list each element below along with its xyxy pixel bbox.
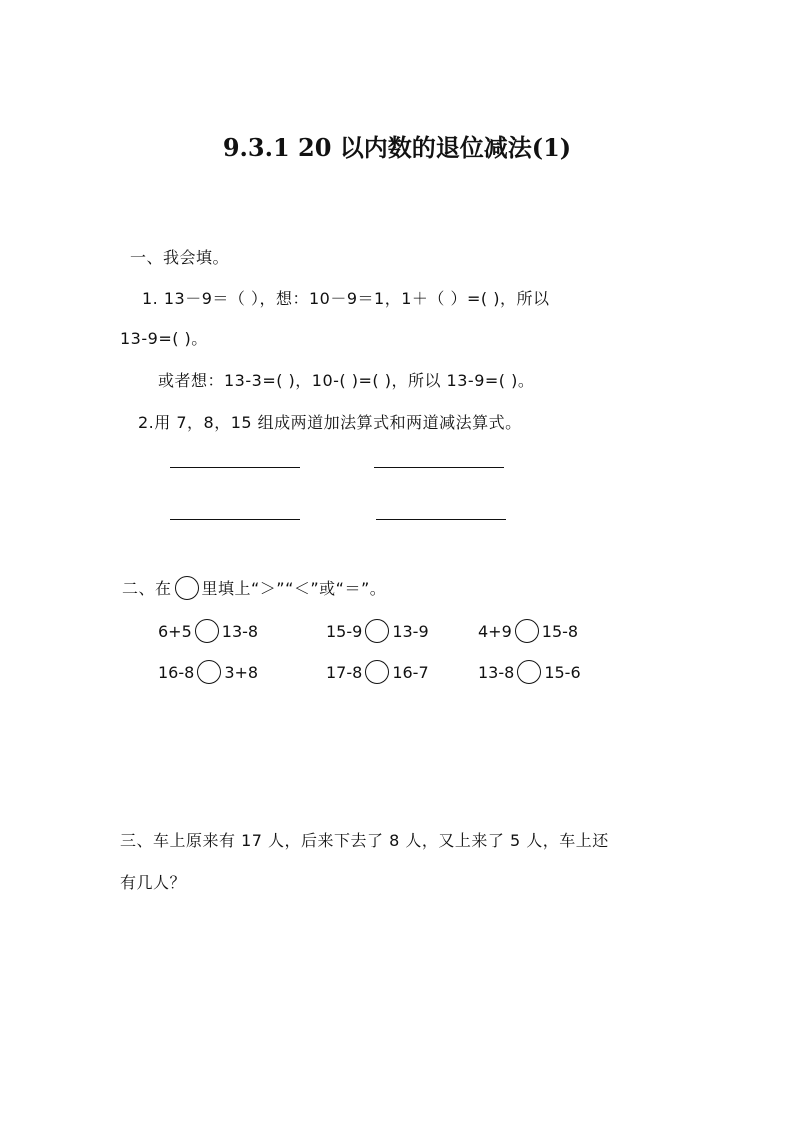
left-expression: 15-9 [326, 622, 363, 641]
comparison-item [478, 660, 581, 684]
page-title: 9.3.1 20 以内数的退位减法(1) [222, 133, 572, 162]
answer-circle[interactable] [365, 619, 389, 643]
section-3-line-2: 有几人？ [120, 873, 187, 892]
section-1-heading: 一、我会填。 [130, 248, 230, 267]
section-2-heading-before: 二、在 [122, 579, 172, 598]
comparison-item [158, 619, 258, 643]
answer-circle[interactable] [515, 619, 539, 643]
right-expression: 16-7 [392, 663, 429, 682]
question-2: 2.用 7，8，15 组成两道加法算式和两道减法算式。 [138, 413, 522, 432]
comparison-item [326, 619, 429, 643]
comparison-item [158, 660, 258, 684]
answer-line[interactable] [374, 467, 504, 468]
circle-icon [175, 576, 199, 600]
answer-circle[interactable] [517, 660, 541, 684]
right-expression: 3+8 [224, 663, 259, 682]
comparison-item [478, 619, 578, 643]
question-1-line-2: 13-9=( )。 [120, 329, 208, 348]
right-expression: 13-8 [221, 622, 259, 641]
left-expression: 6+5 [158, 622, 192, 641]
answer-circle[interactable] [197, 660, 221, 684]
right-expression: 15-6 [544, 663, 581, 682]
answer-circle[interactable] [195, 619, 219, 643]
answer-line[interactable] [170, 467, 300, 468]
comparison-item [326, 660, 429, 684]
left-expression: 13-8 [478, 663, 515, 682]
answer-line[interactable] [376, 519, 506, 520]
section-3-line-1: 三、车上原来有 17 人，后来下去了 8 人，又上来了 5 人，车上还 [120, 831, 609, 850]
left-expression: 17-8 [326, 663, 363, 682]
right-expression: 15-8 [541, 622, 579, 641]
left-expression: 16-8 [158, 663, 195, 682]
right-expression: 13-9 [392, 622, 429, 641]
answer-circle[interactable] [365, 660, 389, 684]
question-1-line-3: 或者想：13-3=( )，10-( )=( )，所以 13-9=( )。 [158, 371, 535, 390]
answer-line[interactable] [170, 519, 300, 520]
question-1-line-1: 1. 13－9＝（ ），想：10－9＝1，1＋（ ）=( )，所以 [142, 289, 550, 308]
left-expression: 4+9 [478, 622, 512, 641]
section-2-heading-after: 里填上“＞”“＜”或“＝”。 [201, 579, 387, 598]
section-2-heading [122, 576, 386, 600]
